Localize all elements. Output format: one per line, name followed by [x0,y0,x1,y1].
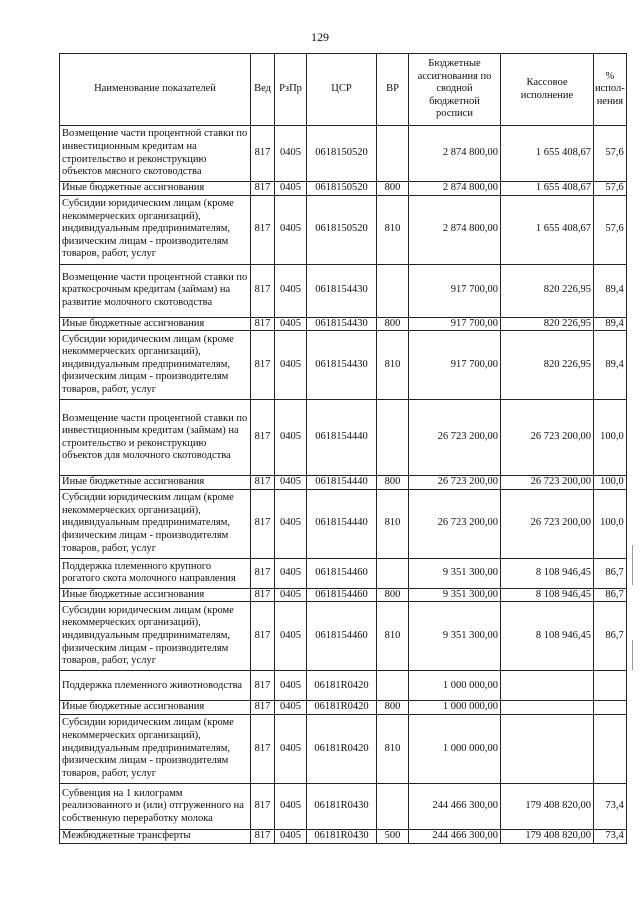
cell-csr: 06181R0420 [307,671,377,701]
cell-pct [594,714,627,783]
cell-rzpr: 0405 [275,400,307,476]
cell-name: Поддержка племенного крупного рогатого скота молочного направления [60,558,251,588]
cell-name: Субвенция на 1 килограмм реализованного и (или) отгруженного на собственную переработку молока [60,783,251,829]
cell-cash: 26 723 200,00 [501,489,594,558]
cell-cash: 820 226,95 [501,331,594,400]
cell-csr: 0618150520 [307,126,377,182]
cell-rzpr: 0405 [275,476,307,490]
cell-csr: 0618154430 [307,331,377,400]
cell-ved: 817 [251,602,275,671]
table-row [60,588,627,602]
header-ved: Вед [251,54,275,126]
table-row [60,476,627,490]
cell-name: Иные бюджетные ассигнования [60,317,251,331]
cell-name: Возмещение части процентной ставки по инвестиционным кредитам (займам) на строительство и реконструкцию объектов для молочного скотоводства [60,400,251,476]
table-row [60,195,627,264]
cell-ved: 817 [251,489,275,558]
cell-csr: 0618154460 [307,602,377,671]
cell-pct: 100,0 [594,489,627,558]
table-row [60,671,627,701]
cell-cash: 1 655 408,67 [501,195,594,264]
cell-csr: 0618154440 [307,489,377,558]
table-row [60,182,627,196]
table-row [60,400,627,476]
cell-ved: 817 [251,829,275,843]
table-header-row [60,54,627,126]
cell-rzpr: 0405 [275,126,307,182]
table-row [60,558,627,588]
cell-pct: 73,4 [594,829,627,843]
table-row [60,829,627,843]
cell-budget: 2 874 800,00 [409,126,501,182]
cell-budget: 9 351 300,00 [409,588,501,602]
cell-ved: 817 [251,126,275,182]
cell-ved: 817 [251,317,275,331]
cell-rzpr: 0405 [275,783,307,829]
cell-ved: 817 [251,558,275,588]
cell-rzpr: 0405 [275,195,307,264]
cell-csr: 0618154430 [307,317,377,331]
cell-cash: 179 408 820,00 [501,783,594,829]
cell-name: Возмещение части процентной ставки по краткосрочным кредитам (займам) на развитие молочного скотоводства [60,264,251,317]
cell-ved: 817 [251,182,275,196]
cell-csr: 06181R0430 [307,829,377,843]
cell-rzpr: 0405 [275,714,307,783]
table-row [60,489,627,558]
cell-csr: 0618154460 [307,588,377,602]
cell-budget: 917 700,00 [409,264,501,317]
cell-vr: 810 [377,602,409,671]
cell-vr [377,264,409,317]
cell-name: Иные бюджетные ассигнования [60,182,251,196]
cell-csr: 06181R0430 [307,783,377,829]
table-row [60,701,627,715]
cell-budget: 1 000 000,00 [409,671,501,701]
cell-ved: 817 [251,195,275,264]
cell-vr: 800 [377,317,409,331]
cell-budget: 26 723 200,00 [409,476,501,490]
cell-rzpr: 0405 [275,489,307,558]
cell-vr: 500 [377,829,409,843]
budget-execution-table [59,53,627,844]
header-cash: Кассовое исполнение [501,54,594,126]
cell-vr [377,558,409,588]
header-budget: Бюджетные ассигнования по сводной бюджетной росписи [409,54,501,126]
cell-rzpr: 0405 [275,588,307,602]
cell-csr: 06181R0420 [307,701,377,715]
cell-cash: 1 655 408,67 [501,182,594,196]
cell-vr: 810 [377,331,409,400]
cell-cash: 1 655 408,67 [501,126,594,182]
cell-budget: 26 723 200,00 [409,400,501,476]
cell-ved: 817 [251,701,275,715]
cell-name: Иные бюджетные ассигнования [60,476,251,490]
cell-cash [501,714,594,783]
cell-rzpr: 0405 [275,671,307,701]
cell-budget: 917 700,00 [409,317,501,331]
cell-cash: 179 408 820,00 [501,829,594,843]
cell-pct: 100,0 [594,400,627,476]
cell-pct: 57,6 [594,126,627,182]
cell-rzpr: 0405 [275,264,307,317]
cell-budget: 917 700,00 [409,331,501,400]
header-name: Наименование показателей [60,54,251,126]
cell-budget: 26 723 200,00 [409,489,501,558]
cell-cash: 820 226,95 [501,317,594,331]
cell-ved: 817 [251,714,275,783]
cell-csr: 0618150520 [307,195,377,264]
cell-csr: 0618154440 [307,476,377,490]
cell-cash: 8 108 946,45 [501,602,594,671]
cell-pct [594,701,627,715]
table-row [60,331,627,400]
cell-vr [377,671,409,701]
table-row [60,317,627,331]
cell-vr: 810 [377,714,409,783]
cell-rzpr: 0405 [275,331,307,400]
cell-name: Субсидии юридическим лицам (кроме некоммерческих организаций), индивидуальным предпринимателям, физическим лицам - производителям товаров, работ, услуг [60,195,251,264]
cell-vr [377,783,409,829]
cell-pct: 57,6 [594,182,627,196]
cell-budget: 9 351 300,00 [409,558,501,588]
cell-pct: 89,4 [594,331,627,400]
cell-cash: 820 226,95 [501,264,594,317]
cell-vr [377,126,409,182]
cell-budget: 244 466 300,00 [409,829,501,843]
cell-name: Субсидии юридическим лицам (кроме некоммерческих организаций), индивидуальным предпринимателям, физическим лицам - производителям товаров, работ, услуг [60,489,251,558]
page-number: 129 [311,30,329,44]
cell-pct [594,671,627,701]
table-row [60,602,627,671]
cell-name: Межбюджетные трансферты [60,829,251,843]
table-row [60,264,627,317]
cell-pct: 86,7 [594,588,627,602]
cell-name: Субсидии юридическим лицам (кроме некоммерческих организаций), индивидуальным предпринимателям, физическим лицам - производителям товаров, работ, услуг [60,714,251,783]
scan-edge-mark [632,545,633,585]
cell-rzpr: 0405 [275,701,307,715]
table-row [60,783,627,829]
cell-name: Иные бюджетные ассигнования [60,701,251,715]
header-pct: % испол-нения [594,54,627,126]
cell-csr: 0618150520 [307,182,377,196]
cell-budget: 2 874 800,00 [409,195,501,264]
cell-vr: 800 [377,476,409,490]
cell-cash [501,671,594,701]
cell-csr: 0618154460 [307,558,377,588]
cell-name: Субсидии юридическим лицам (кроме некоммерческих организаций), индивидуальным предпринимателям, физическим лицам - производителям товаров, работ, услуг [60,602,251,671]
cell-name: Возмещение части процентной ставки по инвестиционным кредитам на строительство и реконструкцию объектов мясного скотоводства [60,126,251,182]
cell-rzpr: 0405 [275,829,307,843]
table-row [60,126,627,182]
cell-vr: 800 [377,588,409,602]
cell-vr: 810 [377,489,409,558]
header-rzpr: РзПр [275,54,307,126]
header-csr: ЦСР [307,54,377,126]
cell-pct: 57,6 [594,195,627,264]
cell-name: Поддержка племенного животноводства [60,671,251,701]
cell-vr: 810 [377,195,409,264]
cell-rzpr: 0405 [275,182,307,196]
cell-rzpr: 0405 [275,558,307,588]
cell-ved: 817 [251,264,275,317]
cell-budget: 1 000 000,00 [409,701,501,715]
cell-cash: 26 723 200,00 [501,400,594,476]
cell-rzpr: 0405 [275,317,307,331]
header-vr: ВР [377,54,409,126]
cell-pct: 86,7 [594,602,627,671]
cell-rzpr: 0405 [275,602,307,671]
cell-vr: 800 [377,701,409,715]
cell-ved: 817 [251,331,275,400]
cell-vr [377,400,409,476]
cell-pct: 89,4 [594,317,627,331]
cell-budget: 2 874 800,00 [409,182,501,196]
cell-cash [501,701,594,715]
cell-pct: 73,4 [594,783,627,829]
cell-vr: 800 [377,182,409,196]
cell-ved: 817 [251,671,275,701]
cell-cash: 8 108 946,45 [501,588,594,602]
cell-pct: 100,0 [594,476,627,490]
cell-cash: 8 108 946,45 [501,558,594,588]
cell-ved: 817 [251,588,275,602]
cell-cash: 26 723 200,00 [501,476,594,490]
cell-name: Иные бюджетные ассигнования [60,588,251,602]
cell-pct: 89,4 [594,264,627,317]
scan-edge-mark [632,640,633,670]
cell-name: Субсидии юридическим лицам (кроме некоммерческих организаций), индивидуальным предпринимателям, физическим лицам - производителям товаров, работ, услуг [60,331,251,400]
table-body [60,126,627,844]
cell-budget: 9 351 300,00 [409,602,501,671]
cell-csr: 0618154440 [307,400,377,476]
cell-budget: 1 000 000,00 [409,714,501,783]
cell-ved: 817 [251,783,275,829]
cell-ved: 817 [251,400,275,476]
cell-ved: 817 [251,476,275,490]
cell-csr: 06181R0420 [307,714,377,783]
cell-pct: 86,7 [594,558,627,588]
cell-csr: 0618154430 [307,264,377,317]
cell-budget: 244 466 300,00 [409,783,501,829]
table-row [60,714,627,783]
